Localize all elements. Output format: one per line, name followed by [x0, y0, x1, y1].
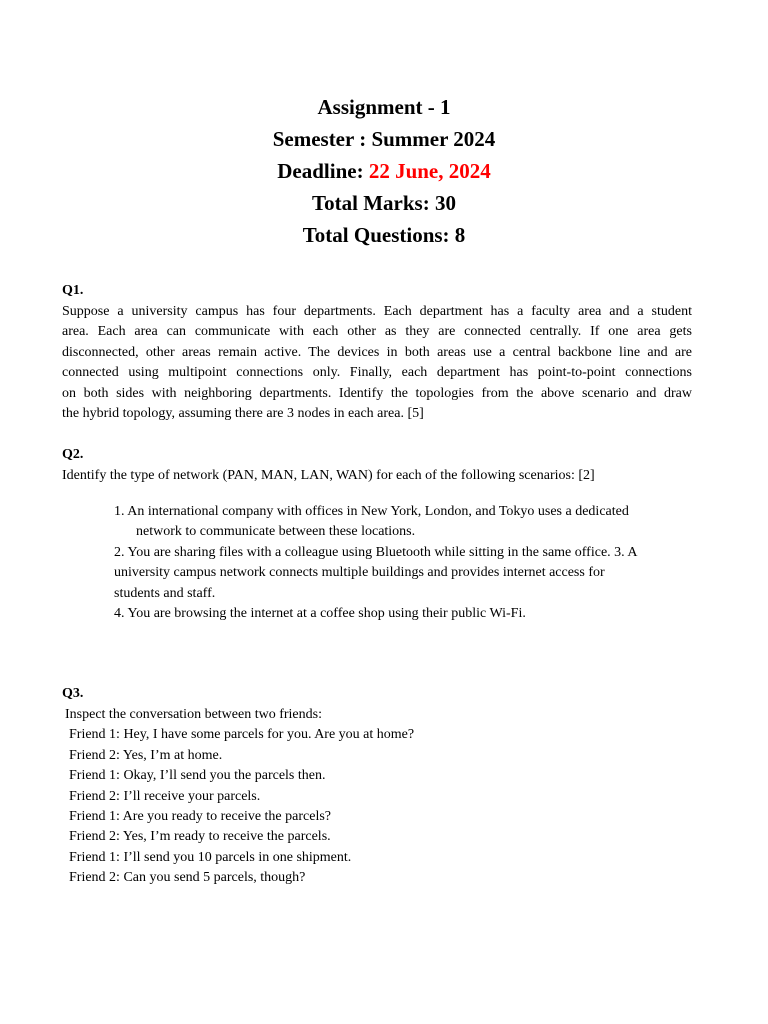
q1-line: Suppose a university campus has four departments. Each department has a faculty area and a student — [62, 304, 692, 319]
conversation-line: Friend 2: Can you send 5 parcels, though? — [69, 870, 306, 886]
q2-label: Q2. — [62, 447, 84, 462]
q2-list-item: network to communicate between these locations. — [136, 524, 416, 540]
q1-line: connected using multipoint connections only. Finally, each department has point-to-point connections — [62, 365, 692, 381]
q2-list-item: 1. An international company with offices in New York, London, and Tokyo uses a dedicated — [114, 504, 629, 519]
conversation-line: Friend 1: Okay, I’ll send you the parcels then. — [69, 768, 326, 784]
deadline-date: 22 June, 2024 — [368, 159, 491, 183]
deadline-line — [0, 155, 768, 187]
q2-list-item: university campus network connects multiple buildings and provides internet access for — [114, 565, 605, 581]
q3-body — [65, 705, 414, 889]
conversation-line: Friend 1: Are you ready to receive the parcels? — [69, 809, 332, 825]
q1-label: Q1. — [62, 283, 84, 298]
q2-scenario-list — [114, 502, 694, 624]
q1-line: area. Each area can communicate with each other as they are connected centrally. If one area gets — [62, 324, 692, 340]
conversation-line: Friend 1: Hey, I have some parcels for you. Are you at home? — [69, 727, 415, 743]
q1-line: disconnected, other areas remain active. The devices in both areas use a central backbone line and are — [62, 344, 692, 360]
q1-line: the hybrid topology, assuming there are 3 nodes in each area. [5] — [62, 406, 424, 422]
q2-list-item: 4. You are browsing the internet at a coffee shop using their public Wi-Fi. — [114, 606, 526, 622]
conversation-line: Friend 2: Yes, I’m at home. — [69, 747, 223, 763]
conversation-line: Friend 2: Yes, I’m ready to receive the parcels. — [69, 829, 331, 845]
deadline-label: Deadline: — [277, 159, 369, 183]
conversation-line: Friend 1: I’ll send you 10 parcels in one shipment. — [69, 849, 352, 865]
q1-line: on both sides with neighboring departments. Identify the topologies from the above scenario and draw — [62, 385, 692, 401]
semester-line: Semester : Summer 2024 — [272, 127, 496, 151]
assignment-title: Assignment - 1 — [317, 95, 451, 119]
q2-list-item: students and staff. — [114, 585, 216, 601]
total-marks-line: Total Marks: 30 — [312, 191, 456, 215]
total-questions-line: Total Questions: 8 — [302, 223, 466, 247]
q2-intro: Identify the type of network (PAN, MAN, LAN, WAN) for each of the following scenarios: [2] — [62, 468, 595, 483]
conversation-line: Friend 2: I’ll receive your parcels. — [69, 788, 261, 804]
q1-body — [62, 302, 692, 424]
q2-list-item: 2. You are sharing files with a colleague using Bluetooth while sitting in the same office. 3. A — [114, 544, 638, 560]
assignment-header — [0, 91, 768, 251]
q3-intro: Inspect the conversation between two friends: — [65, 707, 322, 722]
q3-label: Q3. — [62, 686, 84, 701]
